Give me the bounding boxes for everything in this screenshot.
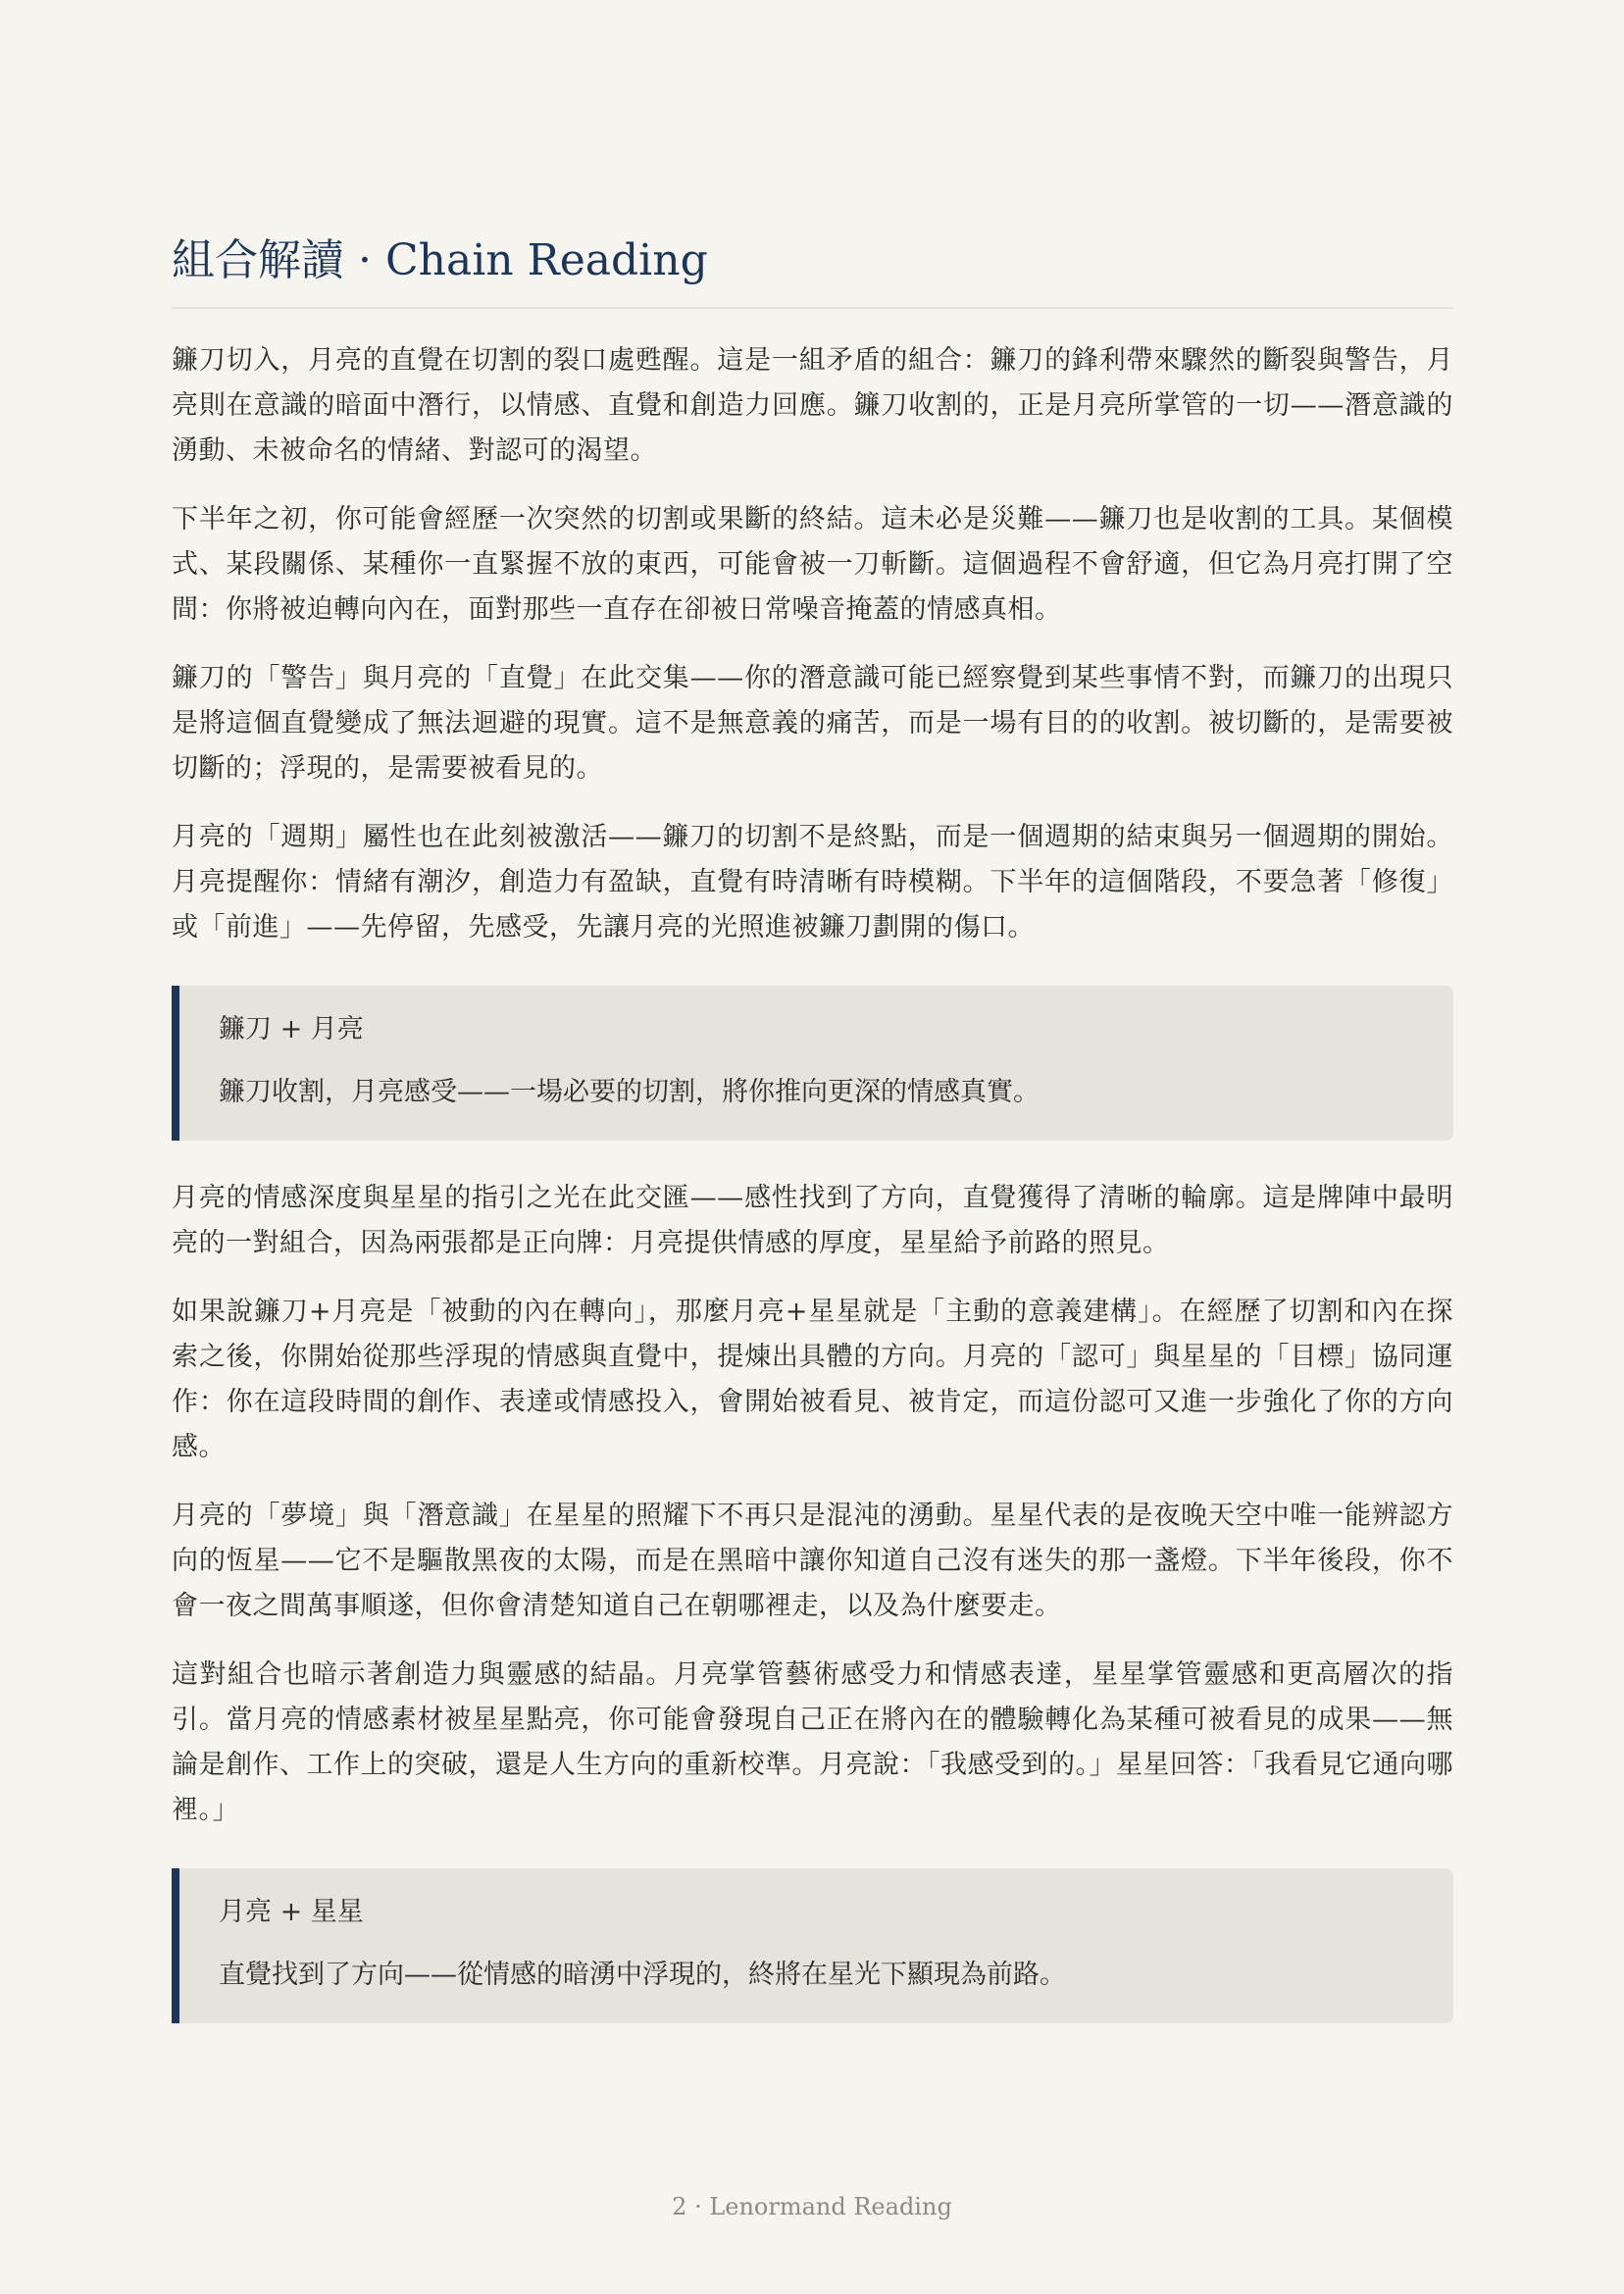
paragraph: 月亮的「週期」屬性也在此刻被激活——鐮刀的切割不是終點，而是一個週期的結束與另一個週期的開始。月亮提醒你：情緒有潮汐，創造力有盈缺，直覺有時清晰有時模糊。下半年的這個階段，不要急著「修復」或「前進」——先停留，先感受，先讓月亮的光照進被鐮刀劃開的傷口。 xyxy=(172,821,1453,943)
callout-scythe-moon xyxy=(172,986,1453,1141)
section-title: 組合解讀 · Chain Reading xyxy=(172,235,1453,309)
callout-text: 鐮刀收割，月亮感受——一場必要的切割，將你推向更深的情感真實。 xyxy=(219,1076,1040,1107)
paragraph: 這對組合也暗示著創造力與靈感的結晶。月亮掌管藝術感受力和情感表達，星星掌管靈感和更高層次的指引。當月亮的情感素材被星星點亮，你可能會發現自己正在將內在的體驗轉化為某種可被看見的成果——無論是創作、工作上的突破，還是人生方向的重新校準。月亮說：「我感受到的。」星星回答：「我看見它通向哪裡。」 xyxy=(172,1658,1453,1825)
callout-text: 直覺找到了方向——從情感的暗湧中浮現的，終將在星光下顯現為前路。 xyxy=(219,1959,1066,1990)
page-content xyxy=(172,235,1453,2059)
page-footer: 2 · Lenormand Reading xyxy=(672,2193,952,2220)
callout-moon-star xyxy=(172,1868,1453,2023)
paragraph: 月亮的情感深度與星星的指引之光在此交匯——感性找到了方向，直覺獲得了清晰的輪廓。這是牌陣中最明亮的一對組合，因為兩張都是正向牌：月亮提供情感的厚度，星星給予前路的照見。 xyxy=(172,1182,1453,1258)
paragraph: 鐮刀切入，月亮的直覺在切割的裂口處甦醒。這是一組矛盾的組合：鐮刀的鋒利帶來驟然的斷裂與警告，月亮則在意識的暗面中潛行，以情感、直覺和創造力回應。鐮刀收割的，正是月亮所掌管的一切——潛意識的湧動、未被命名的情緒、對認可的渴望。 xyxy=(172,344,1453,466)
callout-title: 月亮 + 星星 xyxy=(219,1896,364,1927)
paragraph: 如果說鐮刀+月亮是「被動的內在轉向」，那麼月亮+星星就是「主動的意義建構」。在經歷了切割和內在探索之後，你開始從那些浮現的情感與直覺中，提煉出具體的方向。月亮的「認可」與星星的「目標」協同運作：你在這段時間的創作、表達或情感投入，會開始被看見、被肯定，而這份認可又進一步強化了你的方向感。 xyxy=(172,1296,1453,1462)
paragraph: 月亮的「夢境」與「潛意識」在星星的照耀下不再只是混沌的湧動。星星代表的是夜晚天空中唯一能辨認方向的恆星——它不是驅散黑夜的太陽，而是在黑暗中讓你知道自己沒有迷失的那一盞燈。下半年後段，你不會一夜之間萬事順遂，但你會清楚知道自己在朝哪裡走，以及為什麼要走。 xyxy=(172,1500,1453,1621)
paragraph: 下半年之初，你可能會經歷一次突然的切割或果斷的終結。這未必是災難——鐮刀也是收割的工具。某個模式、某段關係、某種你一直緊握不放的東西，可能會被一刀斬斷。這個過程不會舒適，但它為月亮打開了空間：你將被迫轉向內在，面對那些一直存在卻被日常噪音掩蓋的情感真相。 xyxy=(172,503,1453,625)
paragraph: 鐮刀的「警告」與月亮的「直覺」在此交集——你的潛意識可能已經察覺到某些事情不對，而鐮刀的出現只是將這個直覺變成了無法迴避的現實。這不是無意義的痛苦，而是一場有目的的收割。被切斷的，是需要被切斷的；浮現的，是需要被看見的。 xyxy=(172,662,1453,784)
callout-title: 鐮刀 + 月亮 xyxy=(219,1013,364,1045)
